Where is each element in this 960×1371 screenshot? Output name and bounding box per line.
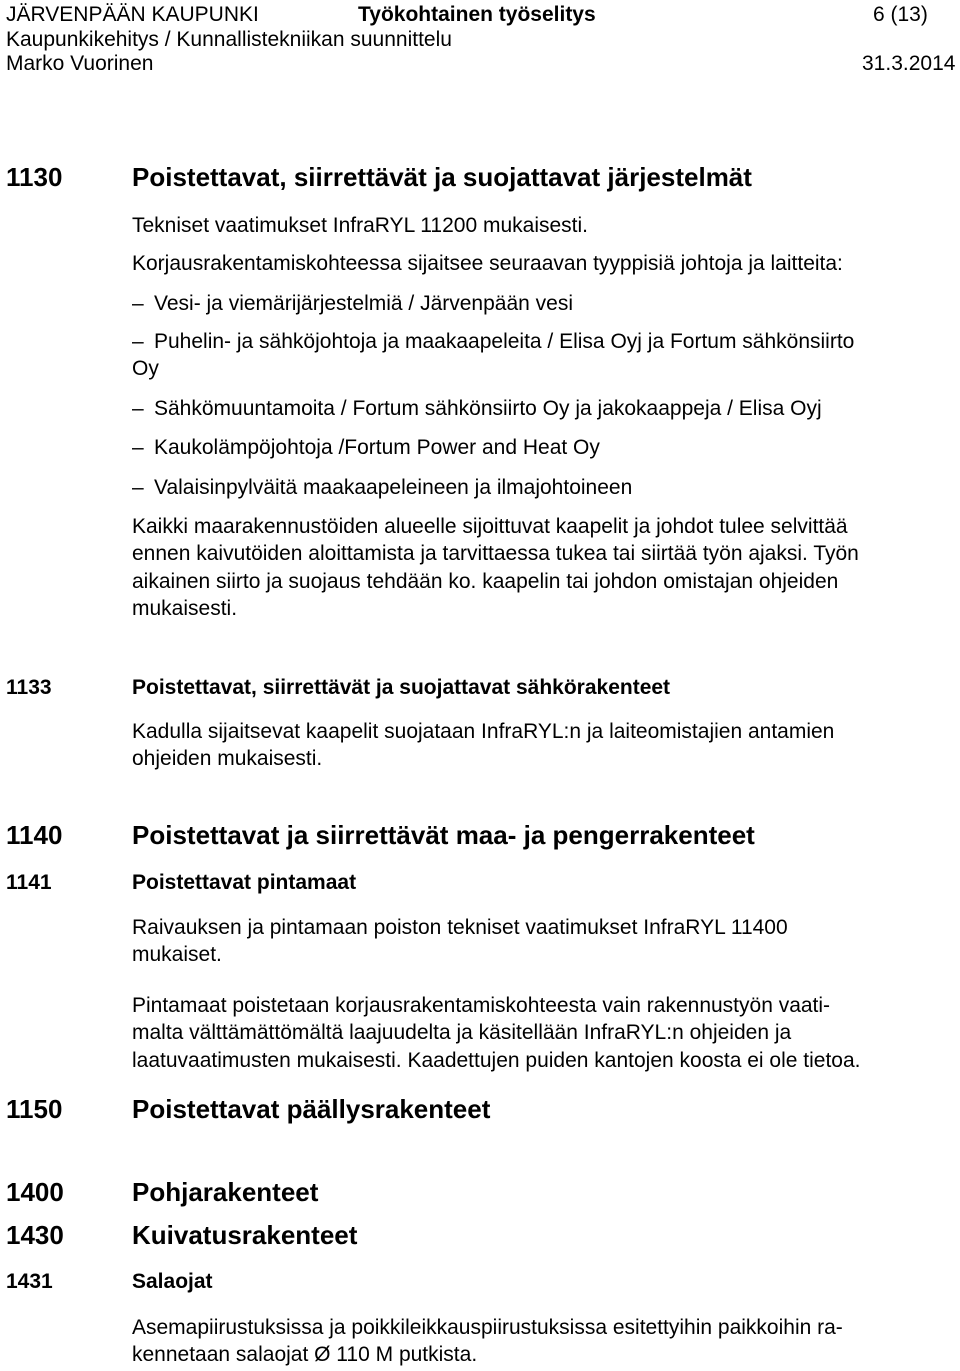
header-author: Marko Vuorinen [6, 52, 154, 75]
dash-bullet: – [132, 436, 144, 459]
section-1140-title: Poistettavat ja siirrettävät maa- ja pengerrakenteet [132, 820, 755, 850]
section-1430-number: 1430 [6, 1220, 64, 1250]
section-1130-paragraph-3: Kaikki maarakennustöiden alueelle sijoittuvat kaapelit ja johdot tulee selvittää ennen kaivutöiden aloittamista ja tarvittaessa tukea tai siirtää työn ajaksi. Työn aikainen siirto ja suojaus tehdään ko. kaapelin tai johdon omistajan ohjeiden mukaisesti. [132, 515, 859, 621]
list-item: – Kaukolämpöjohtoja /Fortum Power and Heat Oy [132, 436, 600, 459]
section-1141-paragraph-1: Raivauksen ja pintamaan poiston tekniset vaatimukset InfraRYL 11400 mukaiset. [132, 916, 788, 967]
section-1133-paragraph: Kadulla sijaitsevat kaapelit suojataan InfraRYL:n ja laiteomistajien antamien ohjeiden mukaisesti. [132, 720, 835, 771]
header-doc-type: Työkohtainen työselitys [358, 3, 596, 26]
section-1130-paragraph-2: Korjausrakentamiskohteessa sijaitsee seuraavan tyyppisiä johtoja ja laitteita: [132, 252, 843, 275]
section-1140-number: 1140 [6, 820, 63, 850]
list-item: – Sähkömuuntamoita / Fortum sähkönsiirto Oy ja jakokaappeja / Elisa Oyj [132, 397, 822, 420]
list-item: – Puhelin- ja sähköjohtoja ja maakaapeleita / Elisa Oyj ja Fortum sähkönsiirto [132, 330, 855, 353]
list-item-continuation: Oy [132, 357, 159, 380]
section-1431-number: 1431 [6, 1270, 53, 1293]
section-1430-title: Kuivatusrakenteet [132, 1220, 358, 1250]
dash-bullet: – [132, 476, 144, 499]
header-date: 31.3.2014 [862, 52, 956, 75]
list-item: – Vesi- ja viemärijärjestelmiä / Järvenpään vesi [132, 292, 574, 315]
section-1141-title: Poistettavat pintamaat [132, 871, 357, 894]
section-1130-title: Poistettavat, siirrettävät ja suojattavat järjestelmät [132, 162, 752, 192]
dash-bullet: – [132, 292, 144, 315]
section-1150-title: Poistettavat päällysrakenteet [132, 1094, 491, 1124]
section-1400-number: 1400 [6, 1177, 64, 1207]
dash-bullet: – [132, 330, 144, 353]
header-department: Kaupunkikehitys / Kunnallistekniikan suunnittelu [6, 28, 452, 51]
header-org: JÄRVENPÄÄN KAUPUNKI [6, 3, 259, 26]
section-1150-number: 1150 [6, 1094, 63, 1124]
section-1141-paragraph-2: Pintamaat poistetaan korjausrakentamiskohteesta vain rakennustyön vaati- malta välttämättömältä laajuudelta ja käsitellään InfraRYL:n ohjeiden ja laatuvaatimusten mukaisesti. Kaadettujen puiden kantojen koosta ei ole tietoa. [132, 994, 861, 1072]
list-item: – Valaisinpylväitä maakaapeleineen ja ilmajohtoineen [132, 476, 633, 499]
header-page-number: 6 (13) [873, 3, 928, 26]
section-1130-number: 1130 [6, 162, 63, 192]
dash-bullet: – [132, 397, 144, 420]
section-1133-title: Poistettavat, siirrettävät ja suojattavat sähkörakenteet [132, 676, 671, 699]
section-1133-number: 1133 [6, 676, 52, 699]
section-1130-paragraph-1: Tekniset vaatimukset InfraRYL 11200 mukaisesti. [132, 214, 589, 237]
section-1141-number: 1141 [6, 871, 52, 894]
section-1431-paragraph: Asemapiirustuksissa ja poikkileikkauspiirustuksissa esitettyihin paikkoihin ra- kennetaan salaojat Ø 110 M putkista. [132, 1316, 843, 1367]
section-1431-title: Salaojat [132, 1270, 213, 1293]
section-1400-title: Pohjarakenteet [132, 1177, 319, 1207]
